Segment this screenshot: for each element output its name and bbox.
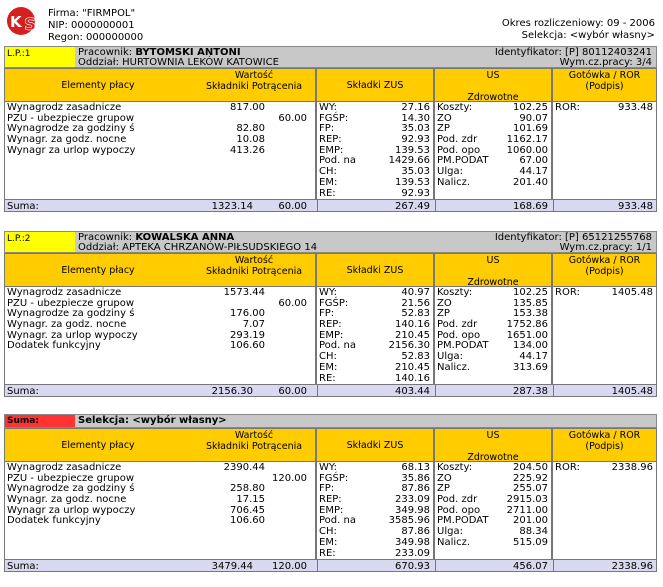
list-item: Wynagrodz zasadnicze 817.00 <box>7 102 265 113</box>
list-item: CH: 87.86 <box>319 526 430 538</box>
employee-name: BYTOMSKI ANTONI <box>135 47 241 58</box>
list-item: CH: 35.03 <box>319 166 430 178</box>
payroll-section <box>4 231 657 397</box>
summary-label: Suma: <box>5 415 75 427</box>
column-headers <box>4 68 657 102</box>
list-item: ZO 90.07 <box>437 112 548 124</box>
list-item: FGŚP: 21.56 <box>319 297 430 309</box>
list-item: ZP 153.38 <box>437 308 548 320</box>
list-item: FP: 35.03 <box>319 123 430 135</box>
list-item: Ulga: 44.17 <box>437 166 548 178</box>
list-item: Wynagrodze za godziny ś 82.80 <box>7 123 265 135</box>
svg-text:K: K <box>10 13 22 31</box>
list-item: WY: 27.16 <box>319 102 430 113</box>
list-item: Ulga: 44.17 <box>437 351 548 363</box>
col-gotowka: Gotówka / ROR (Podpis) <box>552 68 657 102</box>
list-item: EM: 139.53 <box>319 176 430 188</box>
list-item: REP: 233.09 <box>319 494 430 506</box>
svg-text:S: S <box>24 15 37 35</box>
sum-row: Suma: 3479.44 120.00 670.93 456.07 2338.96 <box>4 559 657 572</box>
section-body <box>4 102 657 199</box>
list-item: RE: 92.93 <box>319 187 430 199</box>
summary-selection: Selekcja: <wybór własny> <box>78 415 227 426</box>
list-item: Koszty: 102.25 <box>437 102 548 113</box>
company-nip: NIP: 0000000001 <box>48 20 135 31</box>
list-item: CH: 52.83 <box>319 351 430 363</box>
us-column <box>434 287 552 384</box>
col-zus: Składki ZUS <box>316 253 434 287</box>
col-us: US Zdrowotne <box>434 428 552 462</box>
work-time: Wym.cz.pracy: 1/1 <box>559 242 652 253</box>
list-item: Wynagr. za urlop wypoczy 293.19 <box>7 329 265 341</box>
list-item: ZP 101.69 <box>437 123 548 135</box>
company-regon: Regon: 000000000 <box>48 32 144 43</box>
us-column <box>434 102 552 199</box>
us-column <box>434 462 552 559</box>
summary-header <box>4 414 657 428</box>
list-item: RE: 233.09 <box>319 547 430 559</box>
work-time: Wym.cz.pracy: 3/4 <box>559 57 652 68</box>
lp-number: L.P.:2 <box>5 232 75 252</box>
list-item: REP: 140.16 <box>319 319 430 331</box>
list-item: Koszty: 204.50 <box>437 462 548 473</box>
list-item: WY: 68.13 <box>319 462 430 473</box>
list-item: Nalicz. 515.09 <box>437 536 548 548</box>
payroll-section <box>4 46 657 212</box>
list-item: ROR: 2338.96 <box>555 462 653 473</box>
ror-column <box>552 462 657 559</box>
list-item: Wynagrodz zasadnicze 2390.44 <box>7 462 265 473</box>
list-item: EMP: 210.45 <box>319 329 430 341</box>
company-name: Firma: "FIRMPOL" <box>48 8 136 19</box>
list-item: Nalicz. 313.69 <box>437 361 548 373</box>
list-item: FGŚP: 14.30 <box>319 112 430 124</box>
list-item: PM.PODAT 134.00 <box>437 340 548 352</box>
section-body <box>4 287 657 384</box>
list-item: WY: 40.97 <box>319 287 430 298</box>
section-body <box>4 462 657 559</box>
column-headers <box>4 253 657 287</box>
list-item: PM.PODAT 201.00 <box>437 515 548 527</box>
selection-label: Selekcja: <wybór własny> <box>521 30 655 41</box>
identifier: Identyfikator: [P] 65121255768 <box>494 232 652 243</box>
list-item: Pod. zdr 1162.17 <box>437 134 548 146</box>
list-item: Dodatek funkcyjny 106.60 <box>7 515 265 527</box>
list-item: FGŚP: 35.86 <box>319 472 430 484</box>
employee-label: Pracownik: <box>78 232 136 243</box>
list-item: PZU - ubezpiecze grupow 60.00 <box>7 297 307 309</box>
list-item: Nalicz. 201.40 <box>437 176 548 188</box>
col-elementy: Elementy płacy Wartość Składniki Potrącenia <box>4 428 316 462</box>
list-item: Wynagrodz zasadnicze 1573.44 <box>7 287 265 298</box>
list-item: Pod. na 3585.96 <box>319 515 430 527</box>
report-header <box>0 0 663 46</box>
col-us: US Zdrowotne <box>434 253 552 287</box>
col-us: US Zdrowotne <box>434 68 552 102</box>
col-zus: Składki ZUS <box>316 68 434 102</box>
list-item: PZU - ubezpiecze grupow 60.00 <box>7 112 307 124</box>
list-item: FP: 87.86 <box>319 483 430 495</box>
list-item: EMP: 349.98 <box>319 504 430 516</box>
list-item: Wynagrodze za godziny ś 176.00 <box>7 308 265 320</box>
zus-column <box>316 462 434 559</box>
list-item: PM.PODAT 67.00 <box>437 155 548 167</box>
list-item: EM: 210.45 <box>319 361 430 373</box>
sum-row: Suma: 1323.14 60.00 267.49 168.69 933.48 <box>4 199 657 212</box>
employee-name: KOWALSKA ANNA <box>135 232 235 243</box>
employee-header <box>4 231 657 253</box>
payroll-section <box>4 414 657 572</box>
list-item: Pod. zdr 2915.03 <box>437 494 548 506</box>
employee-label: Pracownik: <box>78 47 136 58</box>
list-item: Pod. opo 1651.00 <box>437 329 548 341</box>
period-label: Okres rozliczeniowy: 09 - 2006 <box>501 18 655 29</box>
list-item: Wynagrodze za godziny ś 258.80 <box>7 483 265 495</box>
list-item: Pod. na 1429.66 <box>319 155 430 167</box>
list-item: Wynagr. za godz. nocne 7.07 <box>7 319 265 331</box>
column-headers <box>4 428 657 462</box>
lp-number: L.P.:1 <box>5 47 75 67</box>
branch-name: Oddział: HURTOWNIA LEKÓW KATOWICE <box>78 57 279 68</box>
list-item: Pod. opo 2711.00 <box>437 504 548 516</box>
list-item: Wynagr. za godz. nocne 10.08 <box>7 134 265 146</box>
list-item: Dodatek funkcyjny 106.60 <box>7 340 265 352</box>
list-item: Wynagr za urlop wypoczy 413.26 <box>7 144 265 156</box>
list-item: ROR: 1405.48 <box>555 287 653 298</box>
employee-info <box>78 48 279 68</box>
list-item: Pod. opo 1060.00 <box>437 144 548 156</box>
list-item: FP: 52.83 <box>319 308 430 320</box>
list-item: Wynagr za urlop wypoczy 706.45 <box>7 504 265 516</box>
list-item: Pod. na 2156.30 <box>319 340 430 352</box>
list-item: Ulga: 88.34 <box>437 526 548 538</box>
list-item: ZO 225.92 <box>437 472 548 484</box>
list-item: ROR: 933.48 <box>555 102 653 113</box>
list-item: EM: 349.98 <box>319 536 430 548</box>
branch-name: Oddział: APTEKA CHRZANÓW-PIŁSUDSKIEGO 14 <box>78 242 318 253</box>
col-elementy: Elementy płacy Wartość Składniki Potrącenia <box>4 68 316 102</box>
ror-column <box>552 102 657 199</box>
employee-ident <box>495 233 652 253</box>
company-info <box>48 8 143 44</box>
list-item: EMP: 139.53 <box>319 144 430 156</box>
ror-column <box>552 287 657 384</box>
zus-column <box>316 287 434 384</box>
employee-ident <box>495 48 652 68</box>
elements-column <box>4 287 316 384</box>
list-item: Koszty: 102.25 <box>437 287 548 298</box>
list-item: ZO 135.85 <box>437 297 548 309</box>
zus-column <box>316 102 434 199</box>
elements-column <box>4 102 316 199</box>
col-elementy: Elementy płacy Wartość Składniki Potrącenia <box>4 253 316 287</box>
elements-column <box>4 462 316 559</box>
list-item: Wynagr. za godz. nocne 17.15 <box>7 494 265 506</box>
employee-info <box>78 233 317 253</box>
col-zus: Składki ZUS <box>316 428 434 462</box>
list-item: ZP 255.07 <box>437 483 548 495</box>
col-gotowka: Gotówka / ROR (Podpis) <box>552 428 657 462</box>
period-info <box>502 18 655 42</box>
list-item: REP: 92.93 <box>319 134 430 146</box>
ks-logo-icon <box>6 6 44 36</box>
employee-header <box>4 46 657 68</box>
list-item: RE: 140.16 <box>319 372 430 384</box>
list-item: PZU - ubezpiecze grupow 120.00 <box>7 472 307 484</box>
col-gotowka: Gotówka / ROR (Podpis) <box>552 253 657 287</box>
identifier: Identyfikator: [P] 80112403241 <box>494 47 652 58</box>
list-item: Pod. zdr 1752.86 <box>437 319 548 331</box>
sum-row: Suma: 2156.30 60.00 403.44 287.38 1405.48 <box>4 384 657 397</box>
